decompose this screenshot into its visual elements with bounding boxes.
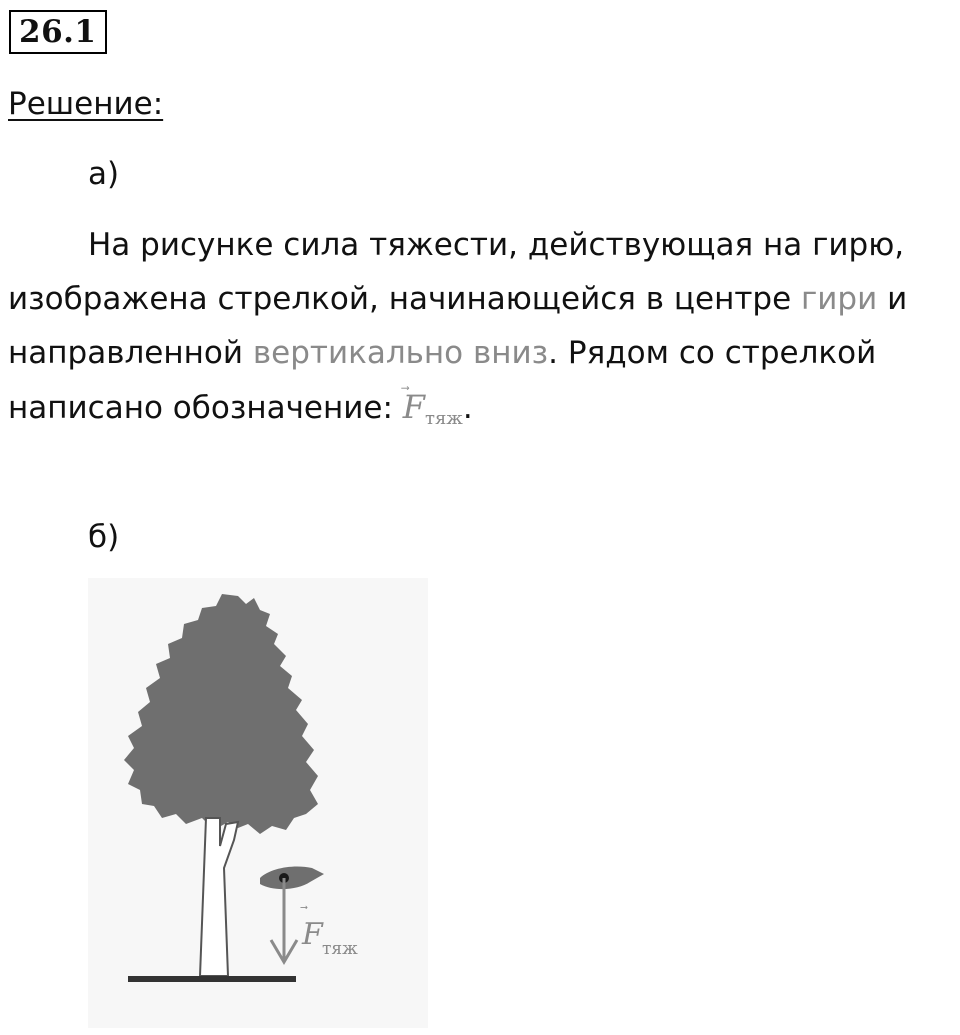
paragraph-line-3 xyxy=(8,326,958,380)
paragraph-line-4 xyxy=(8,380,958,446)
part-a-paragraph xyxy=(8,218,958,446)
tree-figure xyxy=(88,578,428,1028)
paragraph-line-1: На рисунке сила тяжести, действующая на гирю, xyxy=(88,227,905,263)
line2-text: изображена стрелкой, начинающейся в центре xyxy=(8,281,801,317)
ground-line xyxy=(128,976,296,982)
figure-force-symbol: F xyxy=(302,917,323,952)
tree-illustration xyxy=(88,578,428,1028)
line3-tail: . Рядом со стрелкой xyxy=(548,335,877,371)
line4-tail: . xyxy=(462,390,473,426)
line2-tail: и xyxy=(877,281,908,317)
formula-symbol: F xyxy=(402,388,425,426)
line4-text: написано обозначение: xyxy=(8,390,403,426)
paragraph-line-2 xyxy=(8,272,958,326)
highlight-direction: вертикально вниз xyxy=(252,335,549,371)
highlight-weight: гири xyxy=(801,281,878,317)
formula-subscript: тяж xyxy=(424,408,463,429)
figure-force-subscript: тяж xyxy=(322,939,358,959)
problem-number: 26.1 xyxy=(9,10,107,54)
part-b-label: б) xyxy=(88,519,120,555)
line3-text: направленной xyxy=(8,335,253,371)
part-a-label: а) xyxy=(88,156,120,192)
gravity-force-formula xyxy=(403,380,463,446)
solution-heading: Решение: xyxy=(8,86,164,122)
